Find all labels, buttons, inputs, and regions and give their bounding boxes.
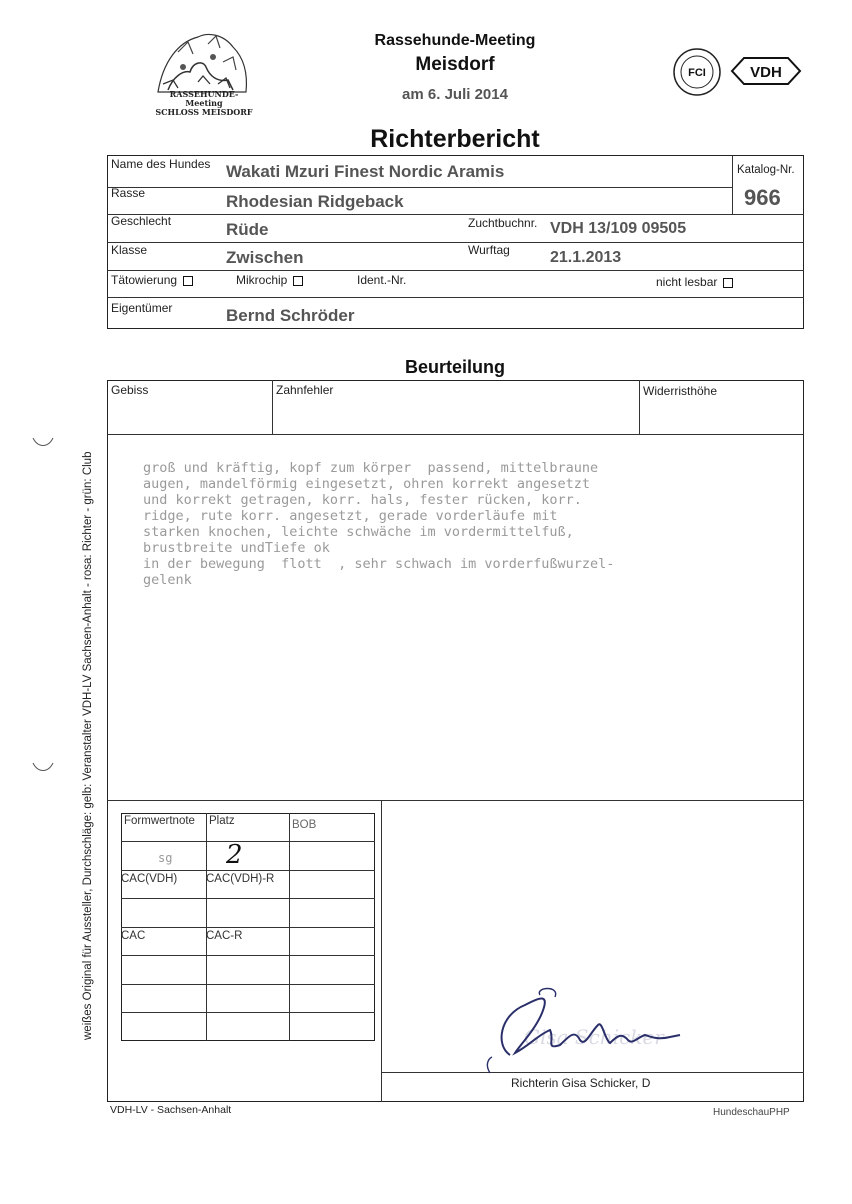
chip-field [236,273,303,287]
class-label: Klasse [111,243,148,257]
owner-label: Eigentümer [111,301,173,315]
unreadable-field [656,275,733,289]
assessment-text [143,460,614,588]
fci-logo-icon [672,47,722,97]
cac-vdh-r-label: CAC(VDH)-R [206,873,275,885]
assessment-line: groß und kräftig, kopf zum körper passend, mittelbraune [143,460,599,476]
punch-mark [32,435,54,454]
event-date: am 6. Juli 2014 [402,86,508,103]
formwert-value: sg [158,851,173,865]
assessment-line: und korrekt getragen, korr. hals, fester rücken, korr. [143,492,582,508]
teeth-label: Gebiss [111,383,149,397]
tattoo-field [111,273,193,287]
formwert-label: Formwertnote [124,815,195,827]
cac-r-label: CAC-R [206,930,243,942]
svg-text:FCI: FCI [688,67,706,79]
assessment-line: ridge, rute korr. angesetzt, gerade vorderläufe mit [143,508,558,524]
cac-label: CAC [121,930,146,942]
assessment-line: starken knochen, leichte schwäche im vordermittelfuß, [143,524,574,540]
assessment-line: gelenk [143,572,192,588]
studbook-label: Zuchtbuchnr. [468,216,538,230]
report-title: Richterbericht [370,125,540,153]
bob-label: BOB [292,819,317,831]
event-title: Rassehunde-Meeting [374,32,536,49]
class: Zwischen [226,248,304,267]
name-label: Name des Hundes [111,157,211,171]
unreadable-checkbox[interactable] [723,278,733,288]
sex-label: Geschlecht [111,214,172,228]
footer-left: VDH-LV - Sachsen-Anhalt [110,1104,232,1116]
breed: Rhodesian Ridgeback [226,192,404,211]
platz-label: Platz [209,815,235,827]
catalog-number: 966 [744,185,781,210]
dog-name: Wakati Mzuri Finest Nordic Aramis [226,162,505,181]
vdh-logo-icon [730,56,802,86]
footer-right: HundeschauPHP [713,1107,790,1118]
catalog-label: Katalog-Nr. [737,164,795,176]
assessment-line: augen, mandelförmig eingesetzt, ohren korrekt angesetzt [143,476,591,492]
assessment-line: in der bewegung flott , sehr schwach im vorderfußwurzel- [143,556,615,572]
punch-hole-icon [32,435,54,449]
assessment-line: brustbreite undTiefe ok [143,540,330,556]
chip-checkbox[interactable] [293,276,303,286]
ident-label: Ident.-Nr. [357,273,407,287]
litter-date: 21.1.2013 [550,249,622,266]
punch-mark [32,760,54,779]
event-logo [148,22,258,120]
height-label: Widerristhöhe [643,384,718,398]
breed-label: Rasse [111,186,146,200]
distribution-note: weißes Original für Aussteller, Durchschläge: gelb: Veranstalter VDH-LV Sachsen-Anhalt - rosa: Richter - grün: Club [82,451,94,1040]
studbook-number: VDH 13/109 09505 [550,220,687,237]
chip-label: Mikrochip [236,273,288,287]
sex: Rüde [226,220,269,239]
signature-handwriting: Gisa Schicker [524,1025,664,1049]
logo-lettering: RASSEHUNDE-Meeting SCHLOSS MEISDORF [155,89,253,117]
fci-logo [672,47,722,97]
punch-hole-icon [32,760,54,774]
cac-vdh-label: CAC(VDH) [121,873,178,885]
assessment-title: Beurteilung [404,357,505,377]
vdh-logo [730,56,802,86]
tattoo-checkbox[interactable] [183,276,193,286]
judge-caption: Richterin Gisa Schicker, D [511,1076,651,1090]
event-place: Meisdorf [415,54,495,75]
svg-text:VDH: VDH [750,64,782,81]
teeth-fault-label: Zahnfehler [276,383,334,397]
unreadable-label: nicht lesbar [656,275,718,289]
owner: Bernd Schröder [226,306,355,325]
platz-value: 2 [226,840,243,870]
litter-label: Wurftag [468,243,510,257]
tattoo-label: Tätowierung [111,273,178,287]
judge-signature [480,985,710,1075]
